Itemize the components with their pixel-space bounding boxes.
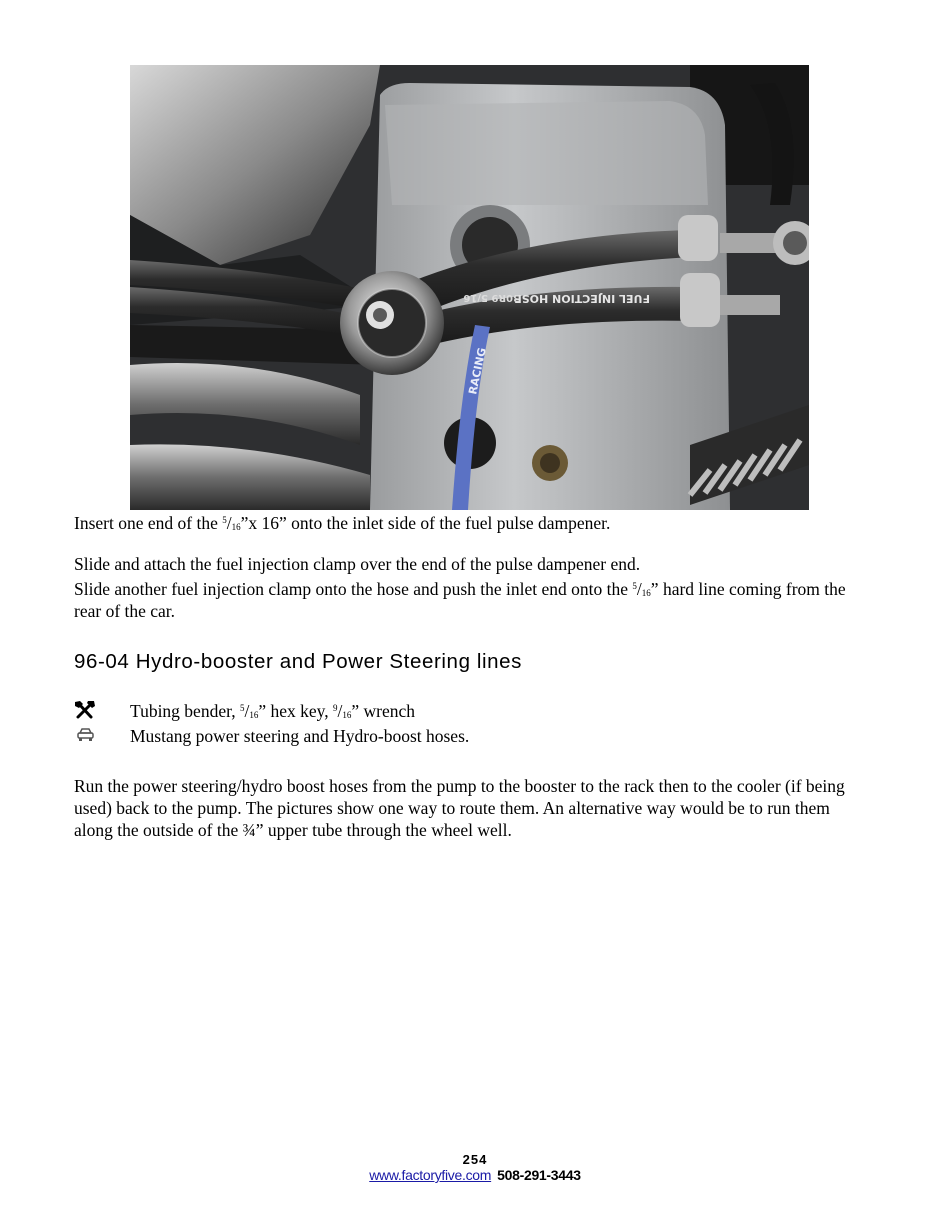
instruction-insert-hose — [74, 512, 874, 534]
tools-text: Tubing bender, — [130, 701, 240, 721]
fraction: $^5/_{16}$ — [632, 579, 651, 599]
fraction-numerator: 5 — [222, 515, 227, 525]
fraction-denominator: 16 — [641, 588, 651, 598]
footer-contact — [0, 1167, 950, 1183]
tools-list — [130, 700, 415, 722]
hose-print-1: FUEL INJECTION HOSE — [514, 292, 650, 305]
fraction-numerator: 5 — [632, 581, 637, 591]
fraction: $^5/_{16}$ — [239, 701, 259, 721]
tools-text: ” wrench — [351, 701, 416, 721]
instruction-text: ” hard line coming from the rear of the car. — [74, 579, 846, 621]
tools-icon — [74, 700, 98, 722]
instruction-attach-clamp: Slide and attach the fuel injection clamp over the end of the pulse dampener end. — [74, 554, 641, 574]
section-heading: 96-04 Hydro-booster and Power Steering lines — [74, 650, 523, 673]
tools-required-row — [74, 700, 874, 722]
routing-instructions: Run the power steering/hydro boost hoses from the pump to the booster to the rack then to the cooler (if being used) back to the pump. The pictures show one way to route them. An alternative way would be to run them along the outside of the ¾” upper tube through the wheel well. — [74, 776, 845, 840]
instruction-text: Insert one end of the — [74, 513, 223, 533]
fraction-denominator: 16 — [249, 710, 259, 720]
phone-number: 508-291-3443 — [497, 1167, 581, 1183]
hose-print-2: 30R9 5/16 — [463, 292, 520, 303]
instruction-text: ”x 16” onto the inlet side of the fuel pulse dampener. — [240, 513, 611, 533]
engine-photo-drawing — [130, 65, 809, 510]
page-number: 254 — [462, 1152, 488, 1167]
fraction: $^9/_{16}$ — [333, 701, 352, 721]
instruction-text: Slide another fuel injection clamp onto the hose and push the inlet end onto the — [74, 579, 633, 599]
instruction-slide-clamp — [74, 578, 874, 622]
website-link[interactable]: www.factoryfive.com — [369, 1167, 492, 1183]
wire-print: RACING — [466, 346, 489, 396]
fraction-denominator: 16 — [231, 522, 241, 532]
fraction-denominator: 16 — [342, 710, 352, 720]
parts-list: Mustang power steering and Hydro-boost hoses. — [130, 726, 470, 746]
fraction: $^5/_{16}$ — [222, 513, 241, 533]
engine-photo — [130, 65, 809, 510]
parts-required-row — [74, 725, 874, 747]
fraction-numerator: 5 — [239, 703, 245, 713]
tools-text: ” hex key, — [258, 701, 334, 721]
car-icon — [74, 725, 98, 747]
fraction-numerator: 9 — [333, 703, 338, 713]
